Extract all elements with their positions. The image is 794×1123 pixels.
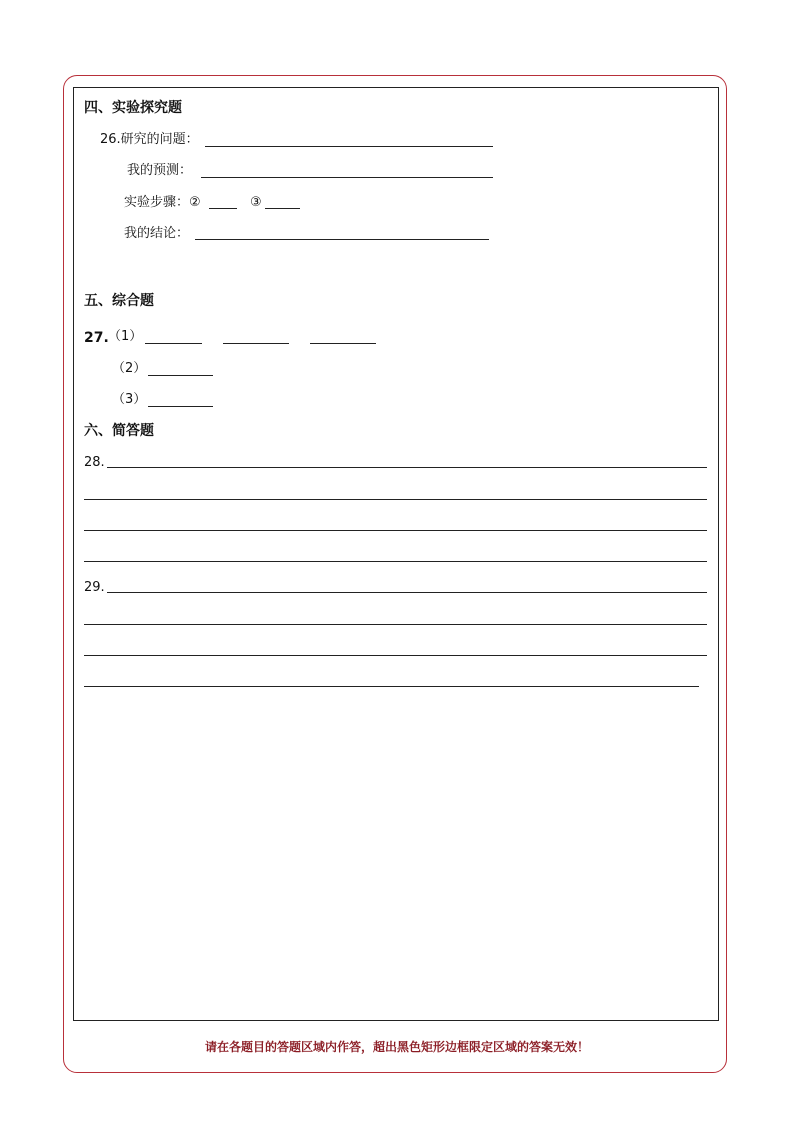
q29-answer-line-3[interactable] — [84, 655, 707, 656]
q28-answer-line-1[interactable] — [107, 467, 707, 468]
q28-label: 28. — [84, 455, 105, 470]
q27-part2-answer-line[interactable] — [148, 375, 213, 376]
section-4-heading: 四、实验探究题 — [84, 100, 182, 116]
q28-answer-line-2[interactable] — [84, 499, 707, 500]
section-5-heading: 五、综合题 — [84, 293, 154, 309]
footer-warning: 请在各题目的答题区域内作答，超出黑色矩形边框限定区域的答案无效！ — [204, 1040, 589, 1054]
q26-step3-answer-line[interactable] — [265, 208, 300, 209]
q26-prediction-answer-line[interactable] — [201, 177, 493, 178]
q28-answer-line-3[interactable] — [84, 530, 707, 531]
q27-part1-answer-line-b[interactable] — [223, 343, 289, 344]
q26-prediction-label: 我的预测： — [127, 163, 193, 178]
q26-question-label: 26.研究的问题： — [100, 132, 199, 147]
q26-conclusion-label: 我的结论： — [124, 226, 190, 241]
q28-answer-line-4[interactable] — [84, 561, 707, 562]
q27-part2-label: （2） — [112, 361, 147, 376]
q27-part3-answer-line[interactable] — [148, 406, 213, 407]
q26-question-answer-line[interactable] — [205, 146, 493, 147]
q29-answer-line-4[interactable] — [84, 686, 699, 687]
section-6-heading: 六、简答题 — [84, 423, 154, 439]
q27-part1-label: （1） — [108, 329, 143, 344]
q27-part1-answer-line-a[interactable] — [145, 343, 202, 344]
q27-part3-label: （3） — [112, 392, 147, 407]
q26-conclusion-answer-line[interactable] — [195, 239, 489, 240]
q29-answer-line-1[interactable] — [107, 592, 707, 593]
q27-label: 27. — [84, 330, 109, 346]
q29-label: 29. — [84, 580, 105, 595]
q26-step2-answer-line[interactable] — [209, 208, 237, 209]
q27-part1-answer-line-c[interactable] — [310, 343, 376, 344]
q26-steps-label: 实验步骤：② — [124, 195, 201, 210]
q26-step3-label: ③ — [250, 195, 262, 210]
q29-answer-line-2[interactable] — [84, 624, 707, 625]
